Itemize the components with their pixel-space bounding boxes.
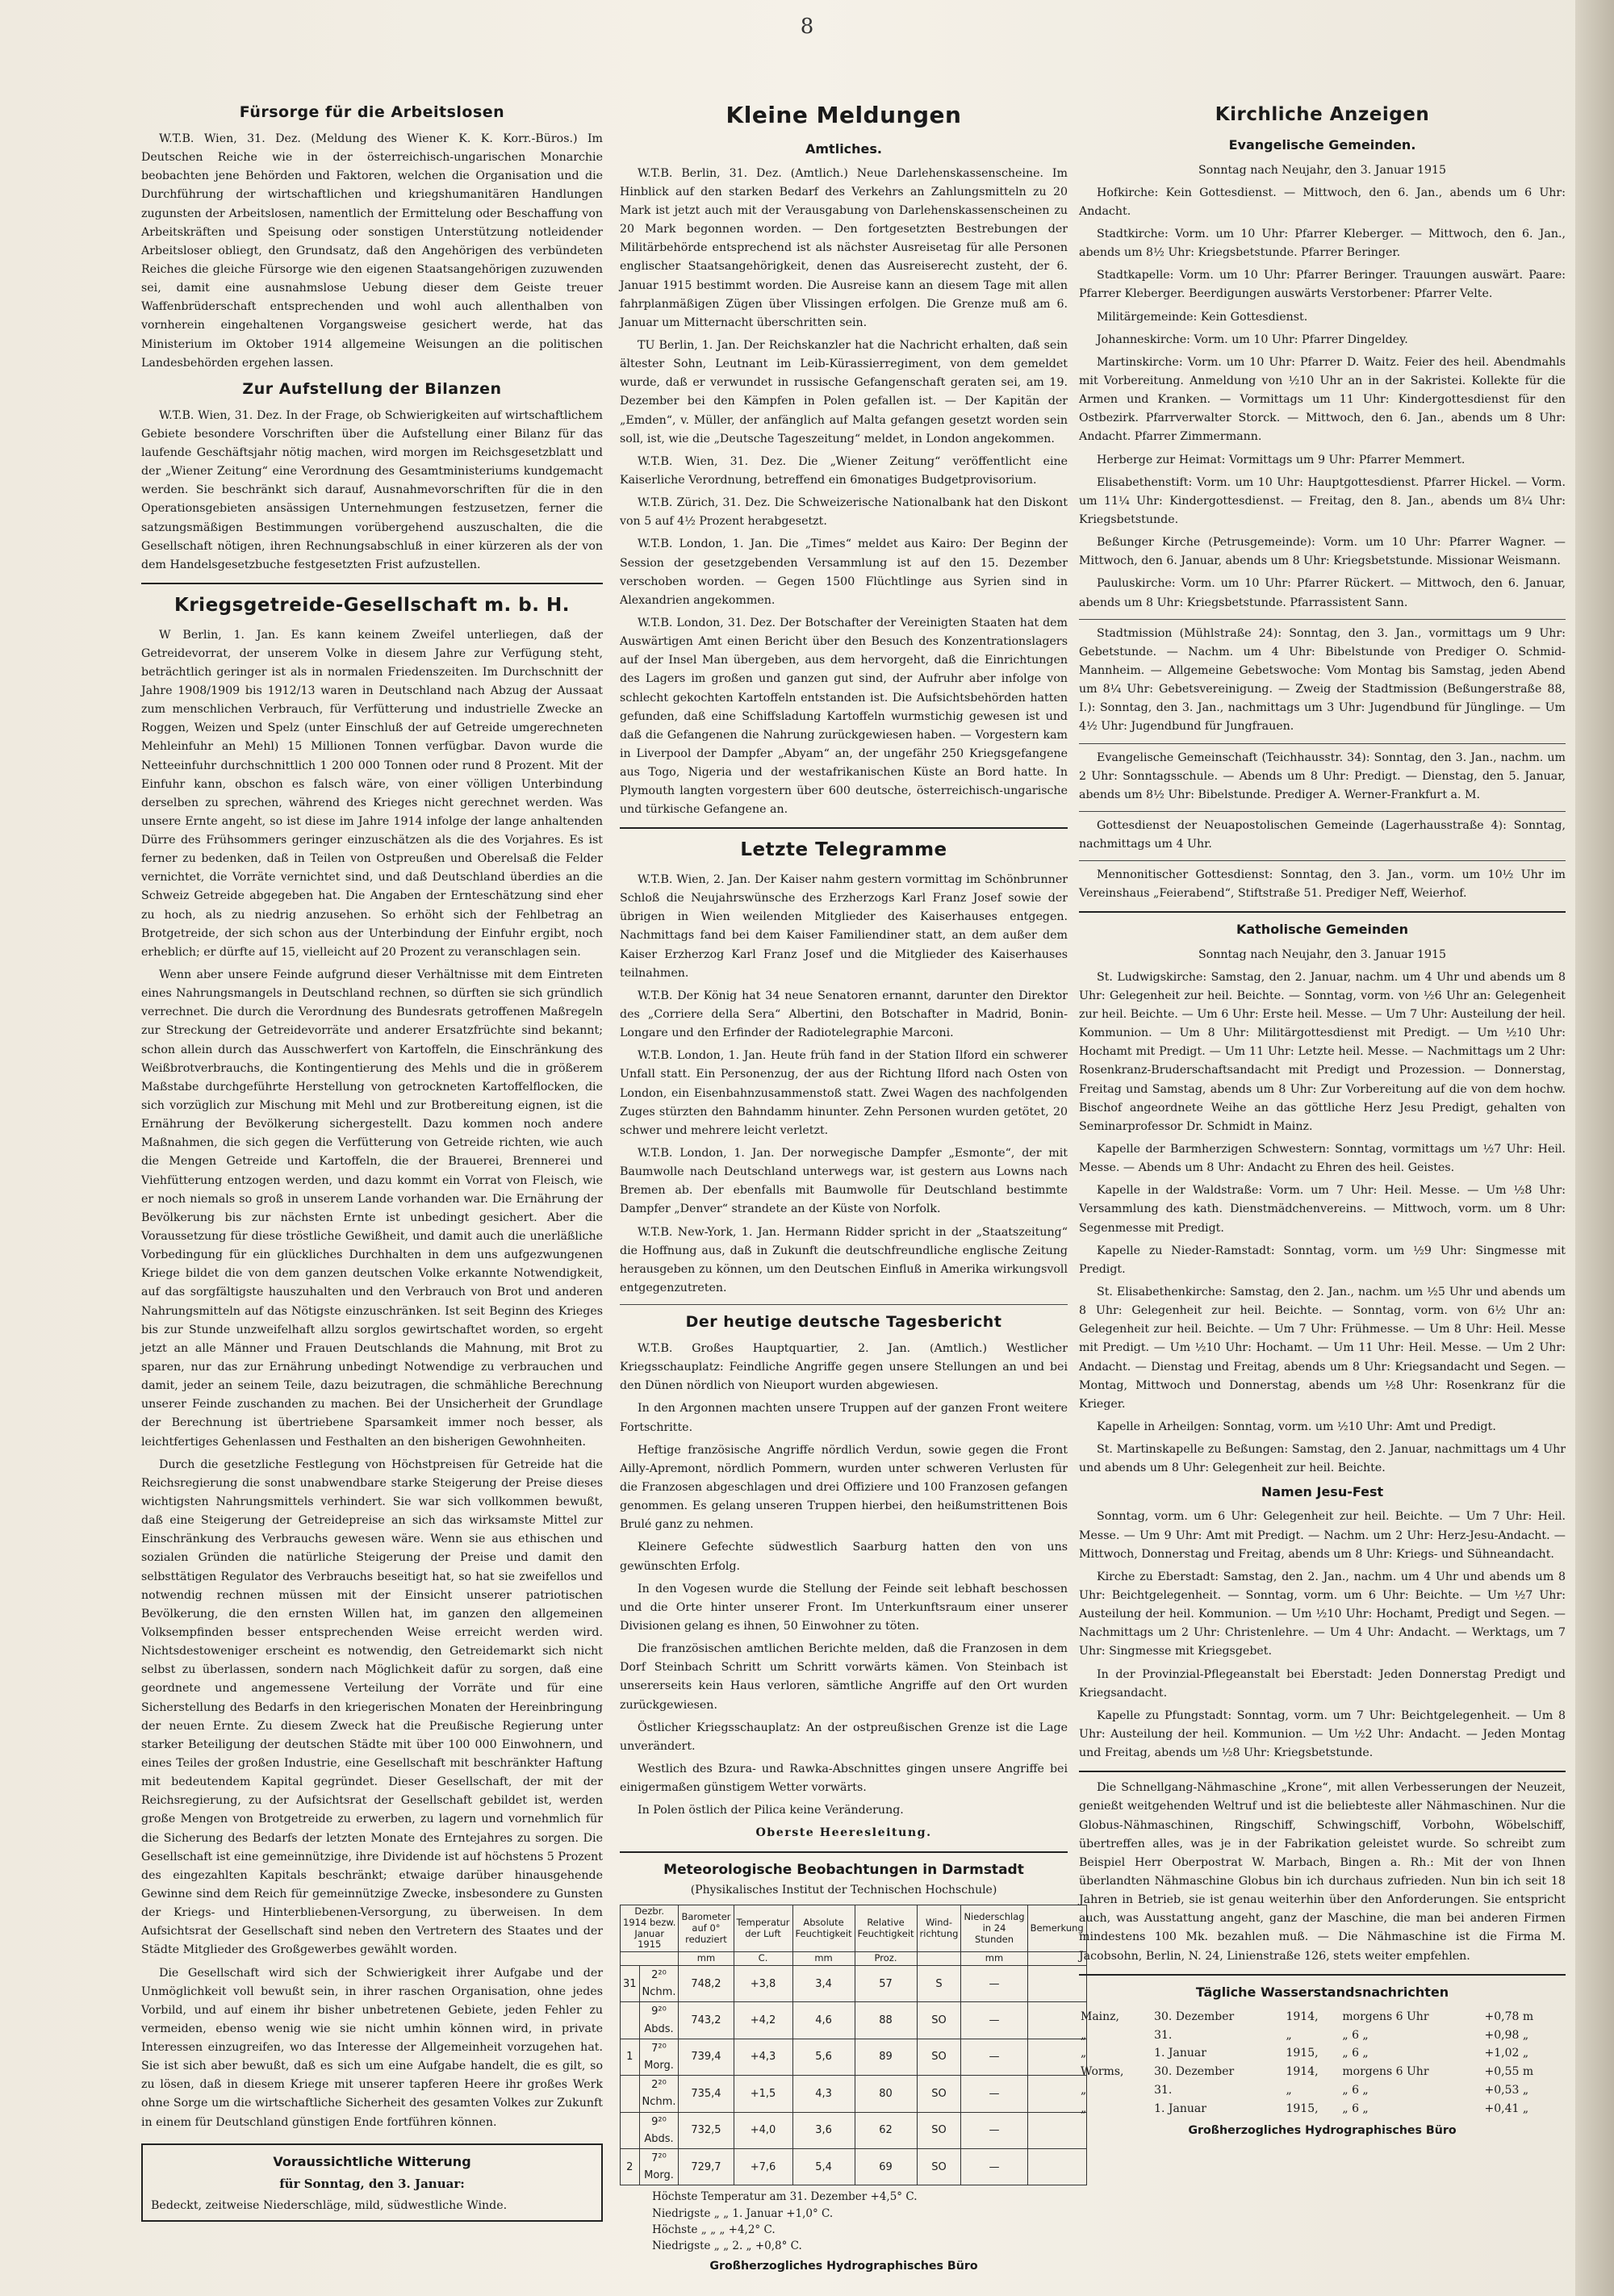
- met-cell: 9²⁰ Abds.: [639, 2002, 679, 2039]
- section-title-arbeitslose: Fürsorge für die Arbeitslosen: [239, 103, 505, 121]
- met-cell: SO: [917, 2148, 961, 2185]
- page-number: 8: [800, 15, 814, 39]
- table-row: [1079, 2063, 1566, 2081]
- met-cell: —: [961, 2039, 1027, 2075]
- subheading-evangelisch: Evangelische Gemeinden.: [1228, 137, 1416, 153]
- article-paragraph: Die französischen amtlichen Berichte melden, daß die Franzosen in dem Dorf Steinbach Schritt um Schritt vorwärts kämen. Von Steinbach ist unsererseits kein Haus verloren, sämtliche Angriffe auf den Ort wurden zurückgewiesen.: [620, 1642, 1068, 1712]
- water-cell: morgens 6 Uhr: [1342, 2065, 1429, 2079]
- water-cell: „ 6 „: [1342, 2028, 1369, 2042]
- section-title-kleine-meldungen: Kleine Meldungen: [725, 102, 962, 128]
- article-paragraph: Hofkirche: Kein Gottesdienst. — Mittwoch, den 6. Jan., abends um 6 Uhr: Andacht.: [1079, 186, 1566, 218]
- met-title: Meteorologische Beobachtungen in Darmstadt: [663, 1861, 1024, 1878]
- section-title-tagesbericht: Der heutige deutsche Tagesbericht: [685, 1313, 1002, 1332]
- table-row: [621, 2148, 1087, 2185]
- met-cell: 89: [855, 2039, 917, 2075]
- met-cell: SO: [917, 2002, 961, 2039]
- met-cell: —: [961, 2002, 1027, 2039]
- met-cell: 2²⁰ Nchm.: [639, 2076, 679, 2112]
- met-cell: 88: [855, 2002, 917, 2039]
- met-table: [620, 1905, 1087, 2185]
- article-paragraph: Sonntag nach Neujahr, den 3. Januar 1915: [1198, 163, 1447, 177]
- article-paragraph: Elisabethenstift: Vorm. um 10 Uhr: Hauptgottesdienst. Pfarrer Hickel. — Vorm. um 11¼ Uhr: Kindergottesdienst. — Freitag, den 8. Jan., abends um 8¼ Uhr: Kriegsbetstunde.: [1079, 475, 1566, 526]
- met-header: Bemerkung: [1027, 1905, 1086, 1952]
- table-row: [1079, 2026, 1566, 2045]
- met-cell: —: [961, 2148, 1027, 2185]
- divider: [620, 1851, 1068, 1853]
- met-cell: SO: [917, 2076, 961, 2112]
- met-cell: [621, 2076, 640, 2112]
- met-cell: 31: [621, 1966, 640, 2002]
- met-cell: 2²⁰ Nchm.: [639, 1966, 679, 2002]
- section-title-kirchliche-anzeigen: Kirchliche Anzeigen: [1215, 104, 1430, 125]
- met-cell: 9²⁰ Abds.: [639, 2112, 679, 2148]
- subheading-katholisch: Katholische Gemeinden: [1236, 922, 1409, 938]
- article-paragraph: W.T.B. Wien, 31. Dez. (Meldung des Wiener K. K. Korr.-Büros.) Im Deutschen Reiche wie in der österreichisch-ungarischen Monarchie beobachten jene Behörden und Faktoren, welchen die Organisation und die Durchführung der wirtschaftlichen und kriegshumanitären Handlungen zugunsten der Arbeitslosen, namentlich der Ermittelung oder Beschaffung von Arbeitskräften und Speisung oder sonstigen Unterstützung notleidender Arbeitsloser obliegt, den Grundsatz, daß den Angehörigen des verbündeten Reiches die gleiche Fürsorge wie den eigenen Staatsangehörigen zuzuwenden sei, damit eine ausnahmslose Uebung dieser dem Geiste treuer Waffenbrüderschaft entsprechenden und wohl auch allenthalben von vornherein eingehaltenen Vorgangsweise gesichert werde, hat das Ministerium im Oktober 1914 allgemeine Weisungen an die politischen Landesbehörden ergehen lassen.: [141, 132, 603, 370]
- met-cell: SO: [917, 2112, 961, 2148]
- met-header: Barometer auf 0° reduziert: [679, 1905, 734, 1952]
- water-cell: Worms,: [1081, 2065, 1124, 2079]
- article-paragraph: W.T.B. London, 1. Jan. Die „Times“ meldet aus Kairo: Der Beginn der Session der gesetzgebenden Versammlung ist auf den 15. Dezember verschoben worden. — Gegen 1500 Flüchtlinge aus Syrien sind in Alexandrien angekommen.: [620, 537, 1068, 607]
- weather-subtitle: für Sonntag, den 3. Januar:: [279, 2176, 465, 2191]
- table-row: [621, 2112, 1087, 2148]
- water-cell: +0,78 m: [1484, 2010, 1534, 2023]
- met-cell: 3,4: [792, 1966, 855, 2002]
- met-cell: SO: [917, 2039, 961, 2075]
- met-cell: 2: [621, 2148, 640, 2185]
- article-paragraph: Stadtkirche: Vorm. um 10 Uhr: Pfarrer Kleberger. — Mittwoch, den 6. Jan., abends um 8½ Uhr: Kriegsbetstunde. Pfarrer Beringer.: [1079, 227, 1566, 260]
- met-unit: mm: [679, 1952, 734, 1966]
- met-cell: 729,7: [679, 2148, 734, 2185]
- divider: [620, 827, 1068, 829]
- table-row: [1079, 2100, 1566, 2118]
- weather-forecast-box: [141, 2143, 603, 2223]
- article-paragraph: W.T.B. Wien, 2. Jan. Der Kaiser nahm gestern vormittag im Schönbrunner Schloß die Neujahrswünsche des Erzherzogs Karl Franz Josef sowie der übrigen in Wien weilenden Mitglieder des Kaiserhauses entgegen. Nachmittags fand bei dem Kaiser Familiendiner statt, an dem außer dem Kaiser Erzherzog Karl Franz Josef und die Mitglieder des Kaiserhauses teilnahmen.: [620, 872, 1068, 980]
- article-paragraph: In den Argonnen machten unsere Truppen auf der ganzen Front weitere Fortschritte.: [620, 1402, 1068, 1434]
- met-header: Niederschlag in 24 Stunden: [961, 1905, 1027, 1952]
- water-cell: 1914,: [1286, 2010, 1319, 2023]
- article-paragraph: W.T.B. Wien, 31. Dez. In der Frage, ob Schwierigkeiten auf wirtschaftlichem Gebiete besondere Vorschriften über die Aufstellung einer Bilanz für das laufende Geschäftsjahr nötig machen, wird morgen im Reichsgesetzblatt und der „Wiener Zeitung“ eine Verordnung des Gesamtministeriums kundgemacht werden. Sie beschränkt sich darauf, Ausnahmevorschriften für die in den Operationsgebieten ansässigen Unternehmungen festzusetzen, ferner die satzungsmäßigen Bestimmungen vorübergehend auszuschalten, die die Gesellschaft nötigen, ihren Rechnungsabschluß in einer kürzeren als der von dem Handelsgesetzbuche festgesetzten Frist aufzustellen.: [141, 408, 603, 571]
- section-title-kriegsgetreide: Kriegsgetreide-Gesellschaft m. b. H.: [174, 595, 570, 617]
- water-cell: „: [1081, 2028, 1087, 2042]
- water-cell: 30. Dezember: [1154, 2065, 1235, 2079]
- water-cell: +0,53 „: [1484, 2084, 1529, 2097]
- met-header: Relative Feuchtigkeit: [855, 1905, 917, 1952]
- divider: [1079, 743, 1566, 744]
- article-paragraph: Westlich des Bzura- und Rawka-Abschnittes gingen unsere Angriffe bei einigermaßen günstigem Wetter vorwärts.: [620, 1762, 1068, 1795]
- met-subtitle: (Physikalisches Institut der Technischen Hochschule): [690, 1884, 997, 1897]
- column-middle: [620, 97, 1084, 2276]
- water-cell: 31.: [1154, 2084, 1173, 2097]
- table-row: [1079, 2044, 1566, 2063]
- divider: [1079, 911, 1566, 913]
- met-cell: 732,5: [679, 2112, 734, 2148]
- water-cell: 1914,: [1286, 2065, 1319, 2079]
- met-cell: +1,5: [734, 2076, 792, 2112]
- article-paragraph: Sonntag nach Neujahr, den 3. Januar 1915: [1198, 947, 1447, 961]
- met-cell: 62: [855, 2112, 917, 2148]
- met-unit: [1027, 1952, 1086, 1966]
- met-unit: [917, 1952, 961, 1966]
- met-cell: [1027, 2039, 1086, 2075]
- met-cell: S: [917, 1966, 961, 2002]
- met-extreme-line: Höchste Temperatur am 31. Dezember +4,5° C.: [652, 2190, 918, 2204]
- met-cell: —: [961, 2076, 1027, 2112]
- water-cell: „: [1081, 2047, 1087, 2060]
- article-paragraph: Militärgemeinde: Kein Gottesdienst.: [1097, 310, 1308, 324]
- met-extreme-line: Höchste „ „ „ +4,2° C.: [652, 2223, 776, 2236]
- table-row: [1079, 2081, 1566, 2100]
- article-paragraph: Heftige französische Angriffe nördlich Verdun, sowie gegen die Front Ailly-Apremont, nördlich Pommern, wurden unter schweren Verlusten für die Franzosen abgeschlagen und drei Offiziere und 100 Franzosen gefangen genommen. Es gelang unseren Truppen hierbei, den heißumstrittenen Bois Brulé ganz zu nehmen.: [620, 1443, 1068, 1532]
- met-cell: 69: [855, 2148, 917, 2185]
- article-paragraph: W.T.B. Zürich, 31. Dez. Die Schweizerische Nationalbank hat den Diskont von 5 auf 4½ Prozent herabgesetzt.: [620, 496, 1068, 529]
- article-paragraph: W.T.B. Der König hat 34 neue Senatoren ernannt, darunter den Direktor des „Corriere della Sera“ Albertini, den Botschafter in Madrid, Bonin-Longare und den Erfinder der Radiotelegraphie Marconi.: [620, 989, 1068, 1040]
- section-title-telegramme: Letzte Telegramme: [740, 839, 947, 861]
- water-cell: +0,55 m: [1484, 2065, 1534, 2079]
- met-cell: 735,4: [679, 2076, 734, 2112]
- met-cell: 743,2: [679, 2002, 734, 2039]
- met-unit: mm: [792, 1952, 855, 1966]
- water-cell: 30. Dezember: [1154, 2010, 1235, 2023]
- article-paragraph: Mennonitischer Gottesdienst: Sonntag, den 3. Jan., vorm. um 10½ Uhr im Vereinshaus „Feierabend“, Stiftstraße 51. Prediger Neff, Weierhof.: [1079, 868, 1566, 901]
- met-header: Temperatur der Luft: [734, 1905, 792, 1952]
- met-unit: mm: [961, 1952, 1027, 1966]
- met-cell: 5,4: [792, 2148, 855, 2185]
- article-paragraph: Sonntag, vorm. um 6 Uhr: Gelegenheit zur heil. Beichte. — Um 7 Uhr: Heil. Messe. — Um 9 Uhr: Amt mit Predigt. — Nachm. um 2 Uhr: Herz-Jesu-Andacht. — Mittwoch, Donnerstag und Freitag, abends um 8 Uhr: Kriegs- und Sühneandacht.: [1079, 1510, 1566, 1561]
- article-paragraph: Pauluskirche: Vorm. um 10 Uhr: Pfarrer Rückert. — Mittwoch, den 6. Januar, abends um 8 Uhr: Kriegsbetstunde. Pfarrassistent Sann.: [1079, 577, 1566, 609]
- met-cell: 4,6: [792, 2002, 855, 2039]
- water-cell: Mainz,: [1081, 2010, 1120, 2023]
- article-paragraph: Herberge zur Heimat: Vormittags um 9 Uhr: Pfarrer Memmert.: [1097, 453, 1466, 466]
- article-paragraph: Martinskirche: Vorm. um 10 Uhr: Pfarrer D. Waitz. Feier des heil. Abendmahls mit Vorbereitung. Anmeldung von ½10 Uhr an in der Sakristei. Kollekte für die Armen und Kranken. — Vormittags um 11 Uhr: Kindergottesdienst für den Ostbezirk. Pfarrverwalter Storck. — Mittwoch, den 6. Jan., abends um 8 Uhr: Andacht. Pfarrer Zimmermann.: [1079, 355, 1566, 444]
- water-cell: +1,02 „: [1484, 2047, 1529, 2060]
- water-level-table: [1079, 2008, 1566, 2118]
- table-row: [621, 2076, 1087, 2112]
- met-cell: +4,2: [734, 2002, 792, 2039]
- section-title-bilanzen: Zur Aufstellung der Bilanzen: [242, 379, 502, 398]
- article-paragraph: Wenn aber unsere Feinde aufgrund dieser Verhältnisse mit dem Eintreten eines Nahrungsmangels in Deutschland rechnen, so dürften sie sich gründlich verrechnet. Die durch die Verordnung des Bundesrats getroffenen Maßregeln zur Streckung der Getreidevorräte und anderer Ersatzfrüchte sind bekannt; schon allein durch das Ausschwerfert von Kartoffeln, die Einschränkung des Weißbrotverbrauchs, die Kontingentierung des Mehls und die in größerem Maßstabe durchgeführte Herstellung von getrockneten Kartoffelflocken, die sich vorzüglich zur Mischung mit Mehl und zur Brotbereitung eignen, ist die Ernährung der Bevölkerung sichergestellt. Dazu kommen noch andere Maßnahmen, die sich gegen die Verfütterung von Getreide richten, wie auch die Mengen Getreide und Kartoffeln, die der Brauerei, Brennerei und Viehfütterung entzogen werden, und dazu kommt ein Vorrat von Fleisch, wie er noch niemals so groß in unserem Lande vorhanden war. Die Ernährung der Bevölkerung bis zur nächsten Ernte ist unbedingt gesichert. Aber die Voraussetzung für diese tröstliche Gewißheit, und damit auch die unerläßliche Vorbedingung für ein glückliches Durchhalten in dem uns aufgezwungenen Kriege bildet die von dem ganzen deutschen Volke erkannte Notwendigkeit, auf das sorgfältigste hauszuhalten und den Verbrauch von Brot und anderen Nahrungsmitteln auf das Nötigste einzuschränken. Ist seit Beginn des Krieges bis zur Stunde unzweifelhaft allzu sorglos gewirtschaftet worden, so ergeht jetzt an alle Männer und Frauen Deutschlands die Mahnung, mit Brot zu sparen, nur das zur Ernährung unbedingt Notwendige zu verbrauchen und damit, jeder an seinem Teile, dazu beizutragen, die schmähliche Berechnung unserer Feinde zuschanden zu machen. Bei der Unsicherheit der Grundlage der Berechnung ist übertriebene Sparsamkeit immer noch besser, als leichtfertiges Gehenlassen und Festhalten an den bisherigen Gewohnheiten.: [141, 968, 603, 1449]
- article-paragraph: W.T.B. Berlin, 31. Dez. (Amtlich.) Neue Darlehenskassenscheine. Im Hinblick auf den starken Bedarf des Verkehrs an Zahlungsmitteln zu 20 Mark ist jetzt auch mit der Verausgabung von Darlehenskassenscheinen zu 20 Mark begonnen worden. — Den fortgesetzten Bestrebungen der Militärbehörde entsprechend ist als nächster Ausreisetag für alle Personen englischer Staatsangehörigkeit, denen das Ausreiserecht zusteht, der 6. Januar 1915 bestimmt worden. Die Ausreise kann an diesem Tage mit allen fahrplanmäßigen Zügen über Vlissingen erfolgen. Die Grenze muß am 6. Januar um Mitternacht überschritten sein.: [620, 166, 1068, 329]
- met-extremes: [620, 2189, 1068, 2254]
- article-paragraph: Die Gesellschaft wird sich der Schwierigkeit ihrer Aufgabe und der Unmöglichkeit voll bewußt sein, in ihrer raschen Organisation, ohne jedes Vorbild, und auf einem ihr bisher unbetretenen Gebiete, jeden Fehler zu vermeiden, ebenso wenig wie sie nicht umhin können wird, in private Interessen einzugreifen, wo das Interesse der Allgemeinheit vorzugehen hat. Sie ist sich aber bewußt, daß es sich um eine Aufgabe handelt, die es gilt, so zu lösen, daß in diesem Kriege mit unserer tapferen Heere ihr großes Werk ohne Sorge um die wirtschaftliche Sicherheit des gesamten Volkes zur Zukunft in einem für Deutschland günstigen Ende fortführen können.: [141, 1966, 603, 2129]
- article-paragraph: Stadtmission (Mühlstraße 24): Sonntag, den 3. Jan., vormittags um 9 Uhr: Gebetstunde. — Nachm. um 4 Uhr: Bibelstunde von Prediger O. Schmid-Mannheim. — Allgemeine Gebetswoche: Vom Montag bis Samstag, jeden Abend um 8¼ Uhr: Gebetsvereinigung. — Zweig der Stadtmission (Beßungerstraße 88, I.): Sonntag, den 3. Jan., nachmittags um 3 Uhr: Jugendbund für Jünglinge. — Um 4½ Uhr: Jugendbund für Jungfrauen.: [1079, 626, 1566, 734]
- adjacent-page-edge: [1575, 0, 1614, 2296]
- article-paragraph: Kapelle zu Nieder-Ramstadt: Sonntag, vorm. um ½9 Uhr: Singmesse mit Predigt.: [1079, 1244, 1566, 1276]
- article-paragraph: W.T.B. London, 1. Jan. Heute früh fand in der Station Ilford ein schwerer Unfall statt. Ein Personenzug, der aus der Richtung Ilford nach Osten von London, ein Eisenbahnzusammenstoß statt. Zwei Wagen des nachfolgenden Zuges stürzten den Bahndamm hinunter. Zehn Personen wurden getötet, 20 schwer und mehrere leicht verletzt.: [620, 1049, 1068, 1137]
- met-cell: 80: [855, 2076, 917, 2112]
- water-cell: 31.: [1154, 2028, 1173, 2042]
- met-cell: +4,0: [734, 2112, 792, 2148]
- met-footer: Großherzogliches Hydrographisches Büro: [709, 2260, 978, 2273]
- article-paragraph: W Berlin, 1. Jan. Es kann keinem Zweifel unterliegen, daß der Getreidevorrat, der unserem Volke in diesem Jahre zur Verfügung steht, beträchtlich geringer ist als in normalen Friedenszeiten. Im Durchschnitt der Jahre 1908/1909 bis 1912/13 waren in Deutschland nach Abzug der Aussaat zum menschlichen Verbrauch, für Verfütterung und industrielle Zwecke an Roggen, Weizen und Spelz (unter Einschluß der auf Getreide umgerechneten Mehleinfuhr an Mehl) 15 Millionen Tonnen verfügbar. Davon wurde die Netteeinfuhr durchschnittlich 1 200 000 Tonnen oder rund 8 Prozent. Mit der Einfuhr kann, obschon es falsch wäre, von einer völligen Unterbindung derselben zu sprechen, während des Krieges nicht gerechnet werden. Was unsere Ernte angeht, so ist diese im Jahre 1914 infolge der lange anhaltenden Dürre des Frühsommers geringer einzuschätzen als die des Vorjahres. Es ist ferner zu bedenken, daß in Teilen von Ostpreußen und Oberelsaß die Felder vernichtet, die Vorräte vernichtet sind, und daß Deutschland überdies an die Schweiz Getreide abgegeben hat. Die Angaben der Ernteschätzung sind eher zu hoch, als zu niedrig anzusehen. So erhöht sich der Fehlbetrag an Brotgetreide, der sich schon aus der Unterbindung der Einfuhr ergibt, noch erheblich; er dürfte auf 15, vielleicht auf 20 Prozent zu veranschlagen sein.: [141, 628, 603, 959]
- met-header: Absolute Feuchtigkeit: [792, 1905, 855, 1952]
- weather-body: Bedeckt, zeitweise Niederschläge, mild, südwestliche Winde.: [151, 2199, 508, 2213]
- article-paragraph: Kapelle zu Pfungstadt: Sonntag, vorm. um 7 Uhr: Beichtgelegenheit. — Um 8 Uhr: Austeilung der heil. Kommunion. — Um ½2 Uhr: Andacht. — Jeden Montag und Freitag, abends um ½8 Uhr: Kriegsbetstunde.: [1079, 1708, 1566, 1760]
- weather-observations: [620, 1859, 1084, 2277]
- article-paragraph: Beßunger Kirche (Petrusgemeinde): Vorm. um 10 Uhr: Pfarrer Wagner. — Mittwoch, den 6. Januar, abends um 8 Uhr: Kriegsbetstunde. Missionar Weismann.: [1079, 536, 1566, 568]
- article-paragraph: Durch die gesetzliche Festlegung von Höchstpreisen für Getreide hat die Reichsregierung die sonst unabwendbare starke Steigerung der Preise dieses wichtigsten Nahrungsmittels verhindert. Sie war sich vollkommen bewußt, daß eine Steigerung der Getreidepreise an sich das wirksamste Mittel zur Einschränkung des Verbrauchs gewesen wäre. Wenn sie aus ethischen und sozialen Gründen die natürliche Steigerung der Preise und damit den selbsttätigen Regulator des Verbrauchs beseitigt hat, so hat sie zweifellos und notwendig rechnen müssen mit der Einsicht unserer patriotischen Bevölkerung, die den ernsten Willen hat, im ganzen den allgemeinen Volksempfinden besser entsprechenden Weise erreicht werden wird. Nichtsdestoweniger erscheint es notwendig, den Getreidemarkt sich nicht selbst zu überlassen, sondern nach Möglichkeit dafür zu sorgen, daß eine geordnete und angemessene Verteilung der Vorräte und für eine Sicherstellung des Bedarfs in den kriegerischen Monaten der Hereinbringung der neuen Ernte. Zu diesem Zweck hat die Preußische Regierung unter starker Beteiligung der deutschen Städte mit über 100 000 Einwohnern, und eines Teiles der großen Industrie, eine Gesellschaft mit beschränkter Haftung mit bedeutendem Kapital gegründet. Dieser Gesellschaft, der mit der Reichsregierung, zu der Aufsichtsrat der Gesellschaft gebildet ist, werden große Mengen von Brotgetreide zu erwerben, zu lagern und vornehmlich für die Sicherung des Bedarfs der letzten Monate des Erntejahres zu sorgen. Die Gesellschaft ist eine gemeinnützige, ihre Dividende ist auf höchstens 5 Prozent des eingezahlten Kapitals beschränkt; etwaige darüber hinausgehende Gewinne sind dem Reich für gemeinnützige Zwecke, insbesondere zu Gunsten der Kriegs- und Hinterbliebenen-Versorgung, zu überweisen. In dem Aufsichtsrat der Gesellschaft sind neben den Vertretern des Staates und der Städte Mitglieder des Großgewerbes gewählt worden.: [141, 1457, 603, 1957]
- met-cell: [621, 2112, 640, 2148]
- water-cell: „: [1286, 2084, 1292, 2097]
- table-row: [621, 2039, 1087, 2075]
- water-cell: morgens 6 Uhr: [1342, 2010, 1429, 2023]
- column-left: [141, 97, 603, 2222]
- met-cell: 57: [855, 1966, 917, 2002]
- article-paragraph: Östlicher Kriegsschauplatz: An der ostpreußischen Grenze ist die Lage unverändert.: [620, 1721, 1068, 1753]
- water-cell: 1. Januar: [1154, 2047, 1206, 2060]
- water-cell: „ 6 „: [1342, 2102, 1369, 2115]
- article-paragraph: W.T.B. New-York, 1. Jan. Hermann Ridder spricht in der „Staatszeitung“ die Hoffnung aus, daß in Zukunft die deutschfreundliche englische Zeitung herausgeben zu können, um den Deutschen Einfluß in Amerika wirkungsvoll entgegenzutreten.: [620, 1225, 1068, 1294]
- water-cell: 1915,: [1286, 2102, 1319, 2115]
- met-cell: 7²⁰ Morg.: [639, 2148, 679, 2185]
- met-cell: [1027, 1966, 1086, 2002]
- article-paragraph: Kirche zu Eberstadt: Samstag, den 2. Jan., nachm. um 4 Uhr und abends um 8 Uhr: Beichtgelegenheit. — Sonntag, vorm. um 6 Uhr: Beichte. — Um ½7 Uhr: Austeilung der heil. Kommunion. — Um ½10 Uhr: Hochamt, Predigt und Segen. — Nachmittags um 2 Uhr: Christenlehre. — Um 4 Uhr: Andacht. — Werktags, um 7 Uhr: Singmesse mit Kriegsgebet.: [1079, 1570, 1566, 1658]
- met-cell: 4,3: [792, 2076, 855, 2112]
- column-right: [1079, 97, 1566, 2140]
- divider: [620, 1304, 1068, 1305]
- met-header: Dezbr. 1914 bezw. Januar 1915: [621, 1905, 679, 1952]
- met-unit: [621, 1952, 679, 1966]
- subheading-amtliches: Amtliches.: [805, 140, 882, 157]
- met-unit: C.: [734, 1952, 792, 1966]
- article-paragraph: St. Ludwigskirche: Samstag, den 2. Januar, nachm. um 4 Uhr und abends um 8 Uhr: Gelegenheit zur heil. Beichte. — Sonntag, vorm. von ½6 Uhr an: Gelegenheit zur heil. Beichte. — Um 6 Uhr: Erste heil. Messe. — Um 7 Uhr: Austeilung der heil. Kommunion. — Um 8 Uhr: Militärgottesdienst mit Predigt. — Um ½10 Uhr: Hochamt mit Predigt. — Um 11 Uhr: Letzte heil. Messe. — Nachmittags um 2 Uhr: Rosenkranz-Bruderschaftsandacht mit Predigt und Prozession. — Donnerstag, Freitag und Samstag, abends um 8 Uhr: Zur Vorbereitung auf die von dem hochw. Bischof angeordnete Weihe an das göttliche Herz Jesu Predigt, gehalten von Seminarprofessor Dr. Schmidt in Mainz.: [1079, 970, 1566, 1133]
- article-paragraph: In der Provinzial-Pflegeanstalt bei Eberstadt: Jeden Donnerstag Predigt und Kriegsandacht.: [1079, 1667, 1566, 1700]
- article-paragraph: Stadtkapelle: Vorm. um 10 Uhr: Pfarrer Beringer. Trauungen auswärt. Paare: Pfarrer Kleberger. Beerdigungen auswärts Verstorbener: Pfarrer Velte.: [1079, 269, 1566, 301]
- water-cell: „ 6 „: [1342, 2084, 1369, 2097]
- article-paragraph: Evangelische Gemeinschaft (Teichhausstr. 34): Sonntag, den 3. Jan., nachm. um 2 Uhr: Sonntagsschule. — Abends um 8 Uhr: Predigt. — Dienstag, den 5. Januar, abends um 8½ Uhr: Bibelstunde. Prediger A. Werner-Frankfurt a. M.: [1079, 751, 1566, 801]
- met-cell: 748,2: [679, 1966, 734, 2002]
- article-paragraph: Kapelle der Barmherzigen Schwestern: Sonntag, vormittags um ½7 Uhr: Heil. Messe. — Abends um 8 Uhr: Andacht zu Ehren des heil. Geistes.: [1079, 1142, 1566, 1175]
- met-cell: [1027, 2112, 1086, 2148]
- met-cell: 739,4: [679, 2039, 734, 2075]
- table-row: [1079, 2008, 1566, 2026]
- met-cell: [1027, 2148, 1086, 2185]
- article-paragraph: St. Elisabethenkirche: Samstag, den 2. Jan., nachm. um ½5 Uhr und abends um 8 Uhr: Gelegenheit zur heil. Beichte. — Sonntag, vorm. von 6½ Uhr an: Gelegenheit zur heil. Beichte. — Um 7 Uhr: Frühmesse. — Um 8 Uhr: Heil. Messe mit Predigt. — Um ½10 Uhr: Hochamt. — Um 11 Uhr: Heil. Messe. — Um 2 Uhr: Andacht. — Dienstag und Freitag, abends um 8 Uhr: Kriegsandacht und Segen. — Montag, Mittwoch und Donnerstag, abends um ½8 Uhr: Rosenkranz für die Krieger.: [1079, 1285, 1566, 1411]
- table-row: [621, 2002, 1087, 2039]
- article-paragraph: In Polen östlich der Pilica keine Veränderung.: [638, 1804, 904, 1817]
- divider: [1079, 811, 1566, 812]
- met-cell: —: [961, 1966, 1027, 2002]
- article-paragraph: Kapelle in der Waldstraße: Vorm. um 7 Uhr: Heil. Messe. — Um ½8 Uhr: Versammlung des kath. Dienstmädchenvereins. — Mittwoch, vorm. um 8 Uhr: Segenmesse mit Predigt.: [1079, 1184, 1566, 1235]
- water-cell: +0,98 „: [1484, 2028, 1529, 2042]
- met-cell: +4,3: [734, 2039, 792, 2075]
- subheading-namen-jesu: Namen Jesu-Fest: [1261, 1484, 1384, 1500]
- water-cell: 1915,: [1286, 2047, 1319, 2060]
- divider: [1079, 1974, 1566, 1976]
- article-paragraph: Kapelle in Arheilgen: Sonntag, vorm. um ½10 Uhr: Amt und Predigt.: [1097, 1420, 1496, 1433]
- divider: [141, 583, 603, 584]
- signature: Oberste Heeresleitung.: [755, 1826, 932, 1840]
- met-cell: 3,6: [792, 2112, 855, 2148]
- met-extreme-line: Niedrigste „ „ 1. Januar +1,0° C.: [652, 2206, 834, 2220]
- weather-title: Voraussichtliche Witterung: [273, 2153, 471, 2169]
- article-paragraph: W.T.B. London, 1. Jan. Der norwegische Dampfer „Esmonte“, der mit Baumwolle nach Deutschland unterwegs war, ist gestern aus Lowns nach Bremen ab. Der ebenfalls mit Baumwolle für Deutschland bestimmte Dampfer „Denver“ strandete an der Küste von Norfolk.: [620, 1146, 1068, 1216]
- article-paragraph: TU Berlin, 1. Jan. Der Reichskanzler hat die Nachricht erhalten, daß sein ältester Sohn, Leutnant im Leib-Kürassierregiment, von dem gemeldet wurde, daß er verwundet in russische Gefangenschaft geraten sei, am 19. Dezember bei den Kämpfen in Polen gefallen ist. — Der Kapitän der „Emden“, v. Müller, der anfänglich auf Malta gefangen gesetzt worden sein soll, ist, wie die „Deutsche Tageszeitung“ meldet, in London angekommen.: [620, 338, 1068, 445]
- article-paragraph: W.T.B. London, 31. Dez. Der Botschafter der Vereinigten Staaten hat dem Auswärtigen Amt einen Bericht über den Besuch des Konzentrationslagers auf der Insel Man übergeben, aus dem hervorgeht, daß die Einrichtungen des Lagers im großen und ganzen gut sind, der Aufruhr aber infolge von schlecht gekochten Kartoffeln entstanden ist. Die Aufsichtsbehörden hatten gefunden, daß eine Schiffsladung Kartoffeln wurmstichig gewesen ist und daß die Gefangenen die Nahrung zurückgewiesen haben. — Vorgestern kam in Liverpool der Dampfer „Abyam“ an, der ungefähr 250 Kriegsgefangene aus Togo, Nigeria und der westafrikanischen Küste an Bord hatte. In Plymouth langten vorgestern über 600 deutsche, österreichisch-ungarische und türkische Gefangene an.: [620, 616, 1068, 817]
- met-cell: —: [961, 2112, 1027, 2148]
- water-cell: +0,41 „: [1484, 2102, 1529, 2115]
- divider: [1079, 619, 1566, 620]
- water-cell: „: [1081, 2102, 1087, 2115]
- table-row: [621, 1966, 1087, 2002]
- article-paragraph: Kleinere Gefechte südwestlich Saarburg hatten den von uns gewünschten Erfolg.: [620, 1541, 1068, 1573]
- met-cell: +3,8: [734, 1966, 792, 2002]
- divider: [1079, 860, 1566, 861]
- met-cell: [1027, 2076, 1086, 2112]
- article-paragraph: W.T.B. Großes Hauptquartier, 2. Jan. (Amtlich.) Westlicher Kriegsschauplatz: Feindliche Angriffe gegen unsere Stellungen an und bei den Dünen nördlich von Nieuport wurden abgewiesen.: [620, 1342, 1068, 1393]
- article-paragraph: St. Martinskapelle zu Beßungen: Samstag, den 2. Januar, nachmittags um 4 Uhr und abends um 8 Uhr: Gelegenheit zur heil. Beichte.: [1079, 1443, 1566, 1475]
- article-paragraph: W.T.B. Wien, 31. Dez. Die „Wiener Zeitung“ veröffentlicht eine Kaiserliche Verordnung, betreffend ein 6monatiges Budgetprovisorium.: [620, 454, 1068, 487]
- met-extreme-line: Niedrigste „ „ 2. „ +0,8° C.: [652, 2240, 802, 2253]
- article-paragraph: Johanneskirche: Vorm. um 10 Uhr: Pfarrer Dingeldey.: [1097, 332, 1408, 346]
- subheading-wasserstand: Tägliche Wasserstandsnachrichten: [1195, 1984, 1449, 2000]
- met-cell: [621, 2002, 640, 2039]
- divider: [1079, 1771, 1566, 1772]
- advertisement-text: Die Schnellgang-Nähmaschine „Krone“, mit allen Verbesserungen der Neuzeit, genießt weitgehenden Weltruf und ist die beliebteste aller Nähmaschinen. Nur die Globus-Nähmaschinen, Ringschiff, Schwingschiff, Vorbohn, Wöbelschiff, übertreffen alles, was je in der Fabrikation geleistet wurde. So schreibt zum Beispiel Herr Oberpostrat W. Marbach, Bingen a. Rh.: Mit der von Ihnen überlandten Nähmaschine Globus bin ich durchaus zufrieden. Nun bin ich seit 18 Jahren in Betrieb, sie ist genau weiterhin über den Anforderungen. Sie entspricht auch, was Ausstattung angeht, ganz der Maschine, die man bei anderen Firmen mindestens 100 Mk. bezahlen muß. — Die Nähmaschine ist die Firma M. Jacobsohn, Berlin, N. 24, Linienstraße 126, stets weiter empfehlen.: [1079, 1781, 1566, 1963]
- met-cell: +7,6: [734, 2148, 792, 2185]
- article-paragraph: In den Vogesen wurde die Stellung der Feinde seit lebhaft beschossen und die Orte hinter unserer Front. Im Unterkunftsraum einer unserer Divisionen gelang es ihnen, 50 Einwohner zu töten.: [620, 1582, 1068, 1633]
- water-cell: „: [1286, 2028, 1292, 2042]
- met-cell: 5,6: [792, 2039, 855, 2075]
- met-cell: 7²⁰ Morg.: [639, 2039, 679, 2075]
- met-cell: 1: [621, 2039, 640, 2075]
- met-cell: [1027, 2002, 1086, 2039]
- water-footer: Großherzogliches Hydrographisches Büro: [1188, 2123, 1457, 2137]
- water-cell: „ 6 „: [1342, 2047, 1369, 2060]
- water-cell: 1. Januar: [1154, 2102, 1206, 2115]
- water-cell: „: [1081, 2084, 1087, 2097]
- met-header: Wind-richtung: [917, 1905, 961, 1952]
- met-unit: Proz.: [855, 1952, 917, 1966]
- article-paragraph: Gottesdienst der Neuapostolischen Gemeinde (Lagerhausstraße 4): Sonntag, nachmittags um 4 Uhr.: [1079, 818, 1566, 851]
